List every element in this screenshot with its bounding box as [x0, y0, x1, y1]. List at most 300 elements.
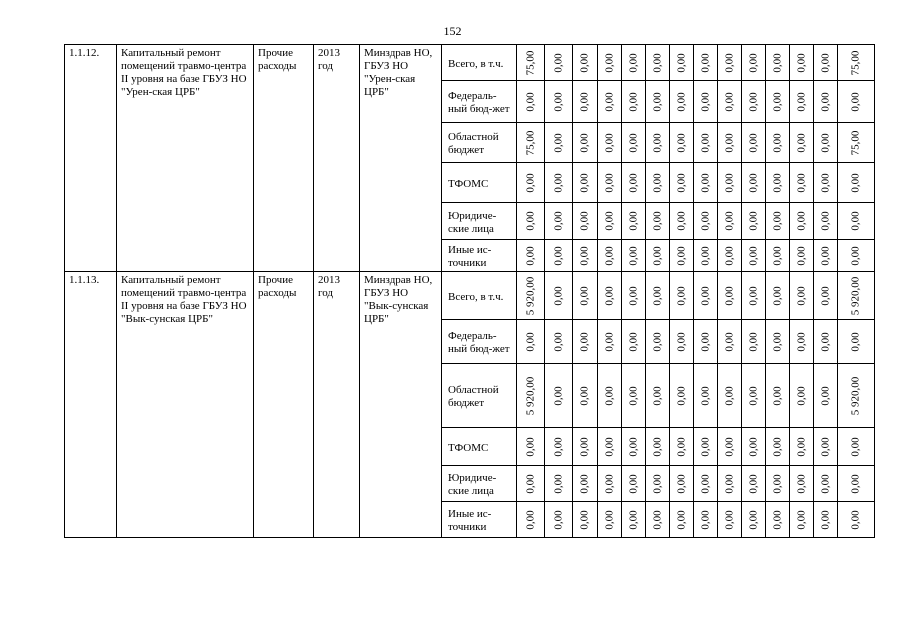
amount-value: 0,00	[552, 52, 564, 73]
amount-cell	[790, 163, 814, 203]
amount-value: 0,00	[651, 132, 663, 153]
amount-cell	[838, 45, 875, 81]
amount-value: 0,00	[723, 285, 735, 306]
amount-cell	[622, 81, 646, 123]
amount-cell	[517, 320, 545, 364]
amount-value: 0,00	[675, 473, 687, 494]
amount-cell	[545, 364, 573, 428]
amount-value: 0,00	[771, 211, 783, 231]
amount-value: 0,00	[524, 331, 536, 352]
amount-value: 0,00	[578, 473, 591, 494]
amount-cell	[646, 428, 670, 466]
amount-value: 0,00	[747, 172, 759, 193]
amount-value: 0,00	[603, 509, 615, 530]
amount-cell	[814, 320, 838, 364]
amount-cell	[742, 320, 766, 364]
amount-value: 0,00	[771, 385, 783, 406]
amount-cell	[838, 81, 875, 123]
amount-value: 0,00	[819, 245, 831, 266]
amount-value: 0,00	[771, 132, 783, 153]
row-expense-type: Прочие расходы	[254, 272, 314, 538]
row-code: 1.1.13.	[65, 272, 117, 538]
amount-value: 0,00	[524, 211, 536, 231]
amount-cell	[694, 272, 718, 320]
amount-value: 0,00	[675, 509, 687, 530]
amount-cell	[573, 163, 598, 203]
amount-cell	[517, 203, 545, 240]
amount-cell	[622, 240, 646, 272]
amount-value: 0,00	[771, 331, 783, 352]
amount-value: 0,00	[552, 385, 564, 406]
funding-source-label: Юридиче-ские лица	[442, 203, 517, 240]
funding-source-label: Областной бюджет	[442, 364, 517, 428]
amount-cell	[545, 81, 573, 123]
amount-value: 0,00	[675, 52, 687, 73]
amount-cell	[694, 203, 718, 240]
amount-cell	[670, 163, 694, 203]
amount-cell	[545, 502, 573, 538]
amount-cell	[545, 163, 573, 203]
amount-cell	[598, 81, 622, 123]
amount-value: 0,00	[603, 285, 615, 306]
amount-value: 0,00	[819, 211, 831, 231]
amount-value: 0,00	[849, 172, 862, 193]
amount-cell	[573, 240, 598, 272]
amount-value: 0,00	[627, 385, 639, 406]
funding-source-label: Областной бюджет	[442, 123, 517, 163]
amount-value: 0,00	[627, 172, 639, 193]
amount-cell	[838, 123, 875, 163]
amount-value: 0,00	[627, 52, 639, 73]
amount-value: 0,00	[524, 509, 536, 530]
amount-cell	[598, 466, 622, 502]
amount-value: 0,00	[603, 331, 615, 352]
amount-value: 0,00	[795, 91, 807, 112]
amount-value: 0,00	[699, 52, 711, 73]
amount-value: 0,00	[849, 331, 862, 352]
amount-value: 0,00	[651, 436, 663, 457]
amount-cell	[670, 81, 694, 123]
amount-value: 0,00	[771, 473, 783, 494]
amount-value: 0,00	[699, 436, 711, 457]
amount-cell	[622, 45, 646, 81]
amount-cell	[573, 428, 598, 466]
amount-cell	[718, 240, 742, 272]
table-row	[65, 272, 875, 320]
amount-cell	[670, 240, 694, 272]
amount-value: 0,00	[849, 509, 862, 530]
amount-value: 0,00	[771, 285, 783, 306]
amount-cell	[790, 45, 814, 81]
amount-cell	[838, 203, 875, 240]
amount-value: 0,00	[578, 52, 591, 73]
amount-cell	[742, 364, 766, 428]
amount-cell	[517, 466, 545, 502]
amount-value: 0,00	[795, 211, 807, 231]
amount-cell	[694, 81, 718, 123]
amount-cell	[718, 81, 742, 123]
amount-value: 0,00	[795, 285, 807, 306]
amount-value: 0,00	[675, 132, 687, 153]
amount-cell	[517, 428, 545, 466]
amount-value: 0,00	[578, 91, 591, 112]
amount-cell	[718, 320, 742, 364]
amount-cell	[646, 163, 670, 203]
amount-value: 0,00	[795, 509, 807, 530]
amount-value: 0,00	[819, 436, 831, 457]
budget-table	[64, 44, 875, 538]
funding-source-label: Всего, в т.ч.	[442, 45, 517, 81]
amount-value: 0,00	[819, 473, 831, 494]
amount-value: 0,00	[819, 91, 831, 112]
row-description: Капитальный ремонт помещений травмо-центра II уровня на базе ГБУЗ НО "Урен-ская ЦРБ"	[117, 45, 254, 272]
amount-value: 0,00	[795, 245, 807, 266]
amount-cell	[622, 203, 646, 240]
amount-cell	[598, 502, 622, 538]
amount-cell	[573, 502, 598, 538]
amount-value: 0,00	[849, 245, 862, 266]
amount-value: 0,00	[723, 509, 735, 530]
amount-cell	[517, 123, 545, 163]
funding-source-label: ТФОМС	[442, 428, 517, 466]
amount-cell	[517, 163, 545, 203]
amount-value: 0,00	[819, 385, 831, 406]
amount-value: 0,00	[747, 245, 759, 266]
amount-cell	[622, 123, 646, 163]
amount-cell	[766, 81, 790, 123]
amount-value: 5 920,00	[524, 376, 536, 415]
amount-cell	[622, 163, 646, 203]
amount-cell	[766, 364, 790, 428]
amount-value: 0,00	[849, 473, 862, 494]
amount-value: 0,00	[578, 436, 591, 457]
row-executor: Минздрав НО, ГБУЗ НО "Вык-сунская ЦРБ"	[360, 272, 442, 538]
amount-value: 0,00	[675, 331, 687, 352]
amount-value: 0,00	[795, 473, 807, 494]
amount-value: 0,00	[849, 211, 862, 231]
amount-cell	[790, 466, 814, 502]
amount-value: 0,00	[723, 91, 735, 112]
amount-value: 0,00	[723, 245, 735, 266]
amount-value: 0,00	[819, 172, 831, 193]
amount-value: 0,00	[699, 509, 711, 530]
amount-value: 0,00	[651, 385, 663, 406]
table-row	[65, 45, 875, 81]
amount-cell	[742, 272, 766, 320]
amount-value: 0,00	[627, 91, 639, 112]
amount-cell	[718, 45, 742, 81]
amount-cell	[766, 45, 790, 81]
amount-value: 0,00	[747, 211, 759, 231]
amount-value: 0,00	[627, 473, 639, 494]
amount-value: 0,00	[699, 91, 711, 112]
amount-cell	[545, 203, 573, 240]
amount-cell	[598, 45, 622, 81]
amount-cell	[670, 320, 694, 364]
amount-cell	[718, 364, 742, 428]
row-year: 2013 год	[314, 45, 360, 272]
amount-cell	[545, 45, 573, 81]
amount-cell	[694, 364, 718, 428]
amount-value: 0,00	[675, 245, 687, 266]
amount-cell	[790, 428, 814, 466]
amount-cell	[718, 123, 742, 163]
amount-cell	[622, 320, 646, 364]
amount-cell	[598, 123, 622, 163]
amount-value: 0,00	[747, 91, 759, 112]
amount-value: 0,00	[651, 91, 663, 112]
amount-value: 0,00	[723, 436, 735, 457]
amount-value: 5 920,00	[849, 276, 862, 315]
amount-value: 0,00	[849, 91, 862, 112]
amount-value: 0,00	[795, 52, 807, 73]
amount-cell	[718, 272, 742, 320]
amount-value: 0,00	[795, 331, 807, 352]
amount-value: 0,00	[795, 385, 807, 406]
amount-cell	[573, 320, 598, 364]
row-description: Капитальный ремонт помещений травмо-центра II уровня на базе ГБУЗ НО "Вык-сунская ЦРБ"	[117, 272, 254, 538]
amount-value: 0,00	[651, 211, 663, 231]
amount-value: 0,00	[651, 285, 663, 306]
amount-value: 0,00	[603, 132, 615, 153]
amount-value: 0,00	[552, 91, 564, 112]
amount-value: 0,00	[771, 172, 783, 193]
amount-cell	[622, 364, 646, 428]
amount-value: 0,00	[795, 436, 807, 457]
row-code: 1.1.12.	[65, 45, 117, 272]
amount-cell	[598, 203, 622, 240]
amount-cell	[598, 163, 622, 203]
amount-value: 0,00	[627, 509, 639, 530]
amount-cell	[545, 320, 573, 364]
amount-cell	[790, 502, 814, 538]
amount-value: 0,00	[819, 52, 831, 73]
amount-value: 0,00	[819, 285, 831, 306]
amount-value: 0,00	[699, 211, 711, 231]
amount-cell	[545, 240, 573, 272]
amount-cell	[814, 428, 838, 466]
amount-cell	[742, 203, 766, 240]
amount-cell	[814, 45, 838, 81]
amount-cell	[766, 240, 790, 272]
amount-value: 0,00	[747, 331, 759, 352]
amount-cell	[814, 502, 838, 538]
funding-source-label: Федераль-ный бюд-жет	[442, 320, 517, 364]
amount-cell	[598, 240, 622, 272]
amount-value: 0,00	[849, 436, 862, 457]
amount-cell	[814, 240, 838, 272]
amount-cell	[814, 163, 838, 203]
amount-value: 0,00	[578, 331, 591, 352]
amount-value: 0,00	[723, 331, 735, 352]
amount-cell	[694, 320, 718, 364]
amount-value: 75,00	[849, 50, 862, 75]
amount-value: 0,00	[699, 331, 711, 352]
amount-value: 0,00	[603, 436, 615, 457]
amount-value: 0,00	[651, 245, 663, 266]
amount-value: 0,00	[627, 436, 639, 457]
amount-cell	[670, 123, 694, 163]
amount-value: 0,00	[552, 172, 564, 193]
amount-value: 0,00	[524, 436, 536, 457]
funding-source-label: ТФОМС	[442, 163, 517, 203]
amount-cell	[517, 502, 545, 538]
amount-value: 0,00	[552, 285, 564, 306]
amount-value: 0,00	[675, 172, 687, 193]
amount-value: 0,00	[578, 285, 591, 306]
amount-cell	[742, 428, 766, 466]
amount-cell	[718, 466, 742, 502]
amount-cell	[742, 123, 766, 163]
amount-cell	[545, 466, 573, 502]
amount-value: 0,00	[651, 331, 663, 352]
amount-value: 0,00	[651, 509, 663, 530]
amount-cell	[622, 502, 646, 538]
amount-cell	[694, 45, 718, 81]
amount-cell	[573, 272, 598, 320]
amount-cell	[766, 428, 790, 466]
amount-value: 0,00	[747, 509, 759, 530]
amount-value: 0,00	[699, 285, 711, 306]
amount-cell	[766, 502, 790, 538]
amount-value: 0,00	[675, 436, 687, 457]
amount-value: 0,00	[552, 132, 564, 153]
amount-cell	[670, 203, 694, 240]
amount-cell	[598, 428, 622, 466]
amount-cell	[742, 466, 766, 502]
funding-source-label: Юридиче-ские лица	[442, 466, 517, 502]
amount-cell	[573, 45, 598, 81]
amount-value: 0,00	[603, 473, 615, 494]
amount-value: 75,00	[524, 130, 536, 155]
amount-cell	[670, 428, 694, 466]
amount-cell	[814, 364, 838, 428]
amount-value: 0,00	[675, 211, 687, 231]
amount-cell	[790, 320, 814, 364]
amount-cell	[517, 81, 545, 123]
amount-value: 0,00	[578, 385, 591, 406]
amount-cell	[670, 272, 694, 320]
amount-value: 0,00	[723, 473, 735, 494]
amount-cell	[838, 428, 875, 466]
amount-cell	[742, 240, 766, 272]
amount-value: 0,00	[627, 211, 639, 231]
amount-value: 0,00	[771, 509, 783, 530]
amount-value: 0,00	[627, 245, 639, 266]
amount-value: 0,00	[723, 385, 735, 406]
amount-value: 0,00	[603, 52, 615, 73]
amount-cell	[718, 203, 742, 240]
amount-value: 0,00	[675, 285, 687, 306]
amount-value: 0,00	[747, 473, 759, 494]
amount-value: 0,00	[723, 211, 735, 231]
amount-value: 0,00	[552, 436, 564, 457]
amount-cell	[838, 320, 875, 364]
amount-value: 0,00	[578, 132, 591, 153]
amount-value: 0,00	[747, 132, 759, 153]
amount-cell	[646, 45, 670, 81]
amount-cell	[598, 364, 622, 428]
amount-value: 0,00	[699, 385, 711, 406]
amount-value: 0,00	[651, 172, 663, 193]
amount-value: 5 920,00	[849, 376, 862, 415]
amount-cell	[766, 123, 790, 163]
amount-cell	[790, 203, 814, 240]
amount-cell	[694, 466, 718, 502]
amount-cell	[766, 163, 790, 203]
amount-value: 0,00	[771, 52, 783, 73]
amount-cell	[670, 466, 694, 502]
amount-cell	[814, 466, 838, 502]
amount-cell	[646, 81, 670, 123]
amount-cell	[545, 428, 573, 466]
row-year: 2013 год	[314, 272, 360, 538]
amount-cell	[670, 502, 694, 538]
amount-cell	[838, 240, 875, 272]
amount-cell	[545, 272, 573, 320]
amount-cell	[790, 123, 814, 163]
amount-cell	[718, 428, 742, 466]
amount-cell	[598, 320, 622, 364]
amount-cell	[694, 502, 718, 538]
amount-value: 0,00	[723, 52, 735, 73]
amount-cell	[766, 320, 790, 364]
amount-cell	[573, 81, 598, 123]
amount-cell	[838, 466, 875, 502]
amount-value: 0,00	[747, 436, 759, 457]
amount-cell	[742, 502, 766, 538]
amount-cell	[790, 81, 814, 123]
amount-cell	[838, 163, 875, 203]
amount-cell	[622, 428, 646, 466]
amount-cell	[646, 203, 670, 240]
amount-cell	[838, 502, 875, 538]
amount-value: 0,00	[578, 509, 591, 530]
amount-value: 0,00	[747, 385, 759, 406]
amount-cell	[790, 364, 814, 428]
amount-value: 75,00	[524, 50, 536, 75]
amount-cell	[646, 502, 670, 538]
amount-value: 0,00	[552, 245, 564, 266]
funding-source-label: Иные ис-точники	[442, 240, 517, 272]
amount-value: 0,00	[627, 132, 639, 153]
amount-cell	[646, 466, 670, 502]
amount-cell	[670, 45, 694, 81]
amount-cell	[694, 428, 718, 466]
amount-value: 0,00	[603, 385, 615, 406]
amount-value: 0,00	[578, 211, 591, 231]
amount-value: 0,00	[552, 509, 564, 530]
amount-value: 0,00	[603, 91, 615, 112]
funding-source-label: Иные ис-точники	[442, 502, 517, 538]
amount-value: 0,00	[651, 52, 663, 73]
amount-cell	[814, 123, 838, 163]
amount-cell	[573, 203, 598, 240]
amount-cell	[694, 163, 718, 203]
amount-cell	[838, 364, 875, 428]
amount-value: 0,00	[578, 172, 591, 193]
amount-value: 0,00	[723, 132, 735, 153]
amount-value: 0,00	[723, 172, 735, 193]
amount-cell	[718, 163, 742, 203]
amount-cell	[646, 364, 670, 428]
amount-cell	[694, 123, 718, 163]
amount-cell	[646, 320, 670, 364]
amount-cell	[790, 240, 814, 272]
amount-value: 75,00	[849, 130, 862, 155]
amount-value: 0,00	[795, 172, 807, 193]
amount-cell	[742, 81, 766, 123]
